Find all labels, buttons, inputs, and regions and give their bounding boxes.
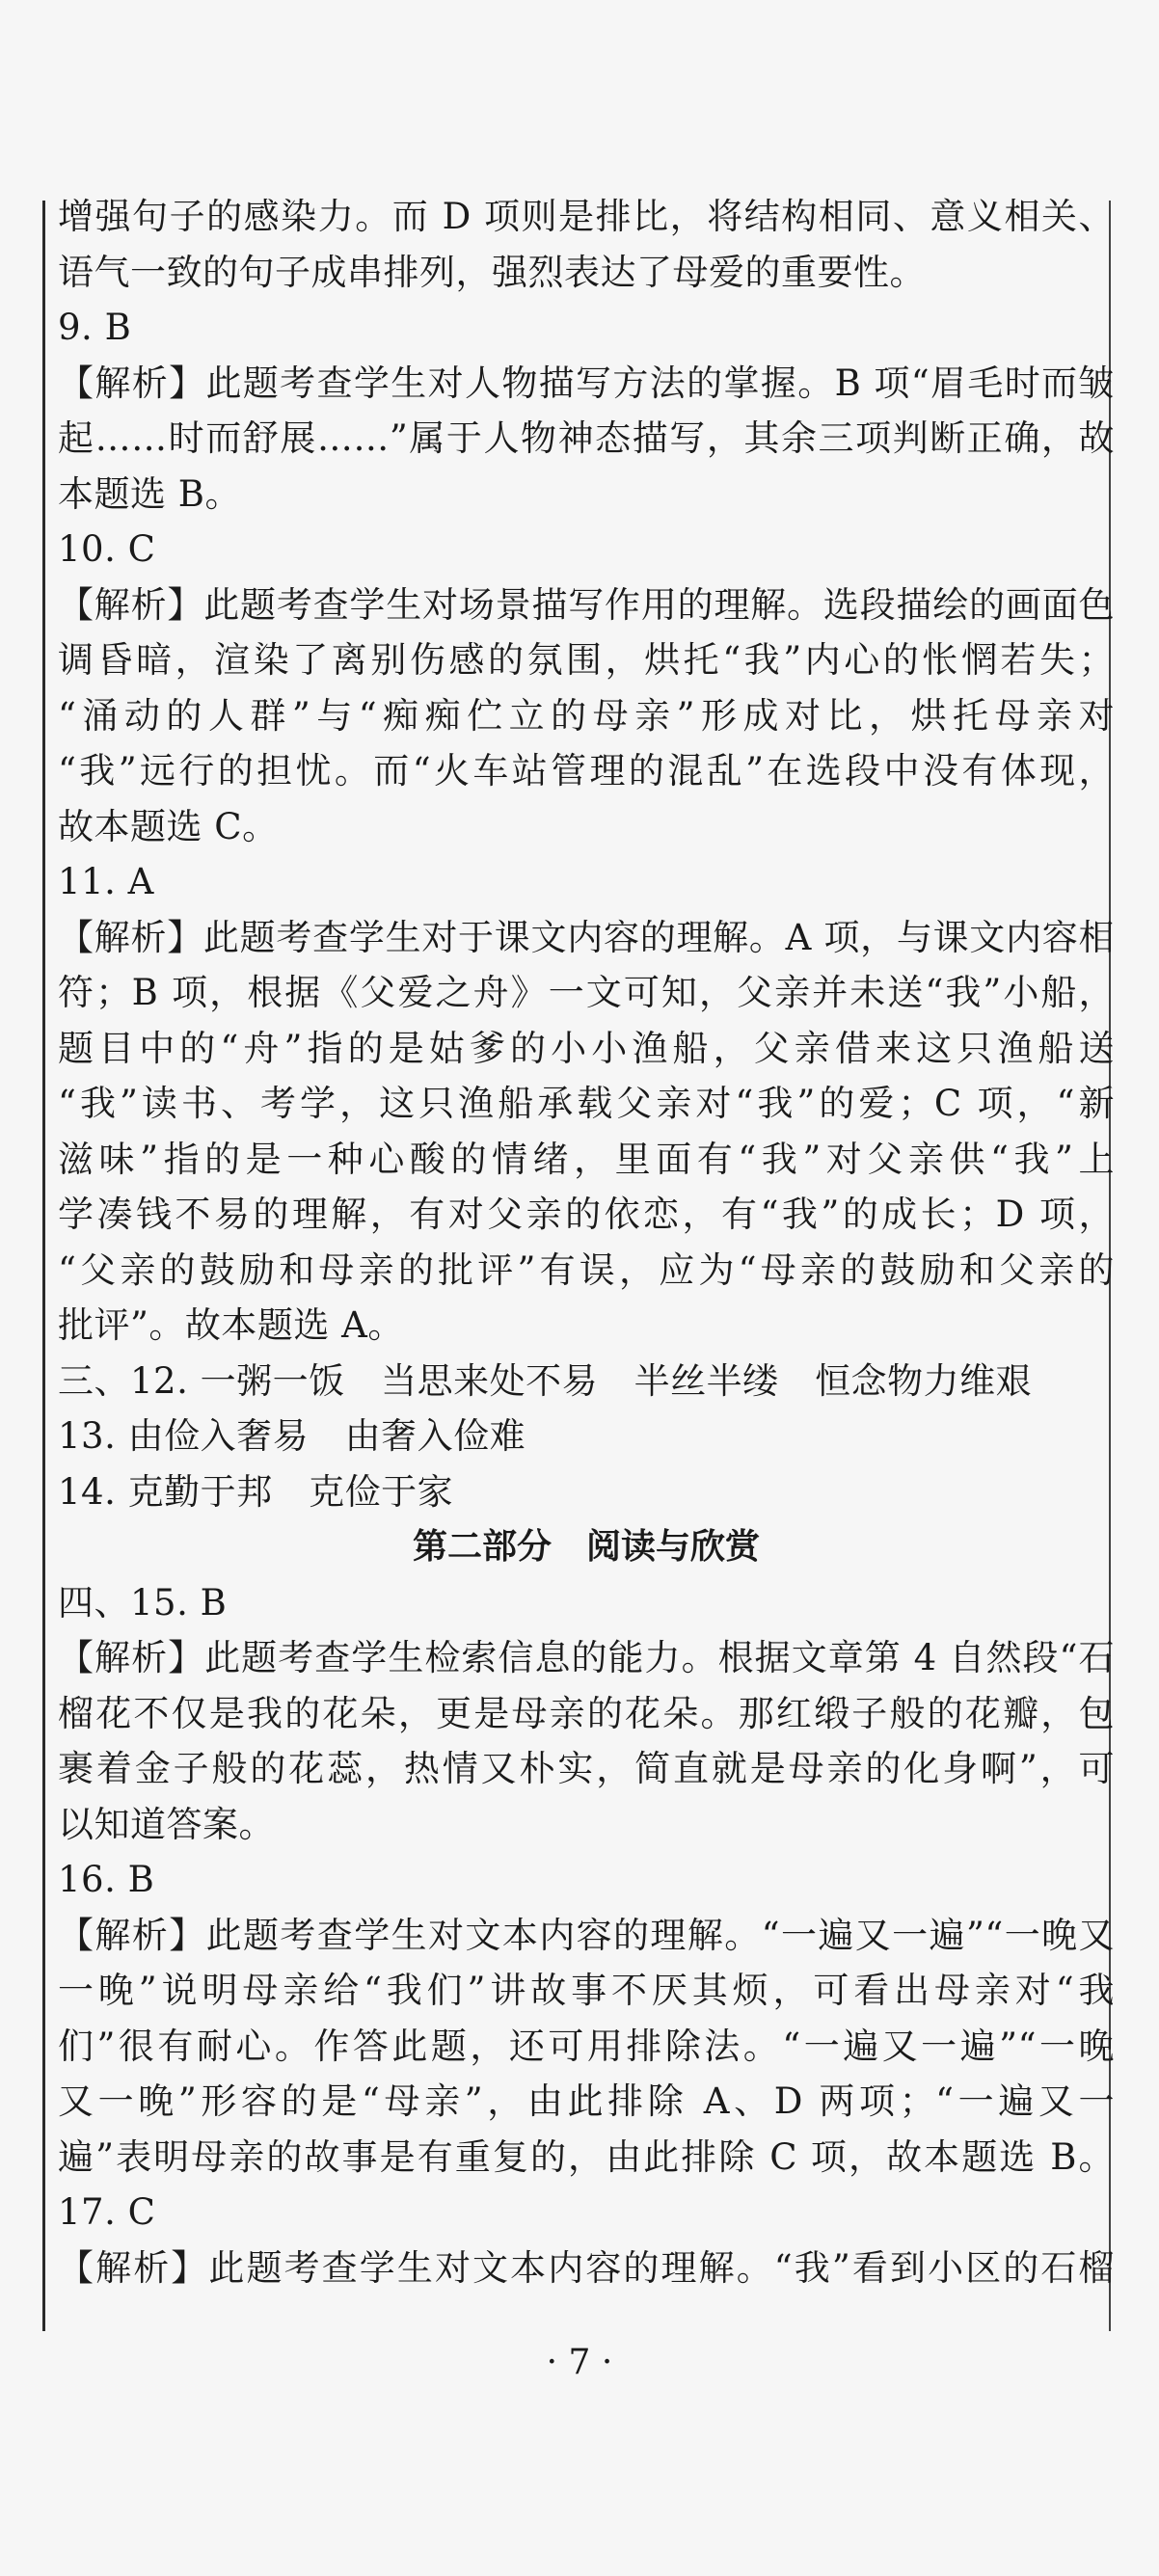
text-line: 遍”表明母亲的故事是有重复的，由此排除 C 项，故本题选 B。 bbox=[58, 2135, 1115, 2178]
text-line: 批评”。故本题选 A。 bbox=[58, 1304, 404, 1346]
text-line: 【解析】此题考查学生对文本内容的理解。“我”看到小区的石榴 bbox=[58, 2246, 1115, 2289]
text-line: 14. 克勤于邦 克俭于家 bbox=[58, 1470, 454, 1513]
text-line: 裹着金子般的花蕊，热情又朴实，简直就是母亲的化身啊”，可 bbox=[58, 1748, 1115, 1789]
text-line: 本题选 B。 bbox=[58, 472, 241, 515]
text-line: 【解析】此题考查学生对人物描写方法的掌握。B 项“眉毛时而皱 bbox=[58, 362, 1115, 404]
text-line: 题目中的“舟”指的是姑爹的小小渔船，父亲借来这只渔船送 bbox=[58, 1027, 1115, 1069]
text-line: 【解析】此题考查学生对于课文内容的理解。A 项，与课文内容相 bbox=[58, 916, 1115, 958]
text-line: 【解析】此题考查学生对文本内容的理解。“一遍又一遍”“一晚又 bbox=[58, 1914, 1115, 1956]
text-line: 符；B 项，根据《父爱之舟》一文可知，父亲并未送“我”小船， bbox=[58, 972, 1115, 1013]
text-line: 们”很有耐心。作答此题，还可用排除法。“一遍又一遍”“一晚 bbox=[58, 2025, 1115, 2067]
text-line: 【解析】此题考查学生检索信息的能力。根据文章第 4 自然段“石 bbox=[58, 1637, 1115, 1678]
text-line: 又一晚”形容的是“母亲”，由此排除 A、D 两项；“一遍又一 bbox=[58, 2080, 1115, 2122]
text-line: “涌动的人群”与“痴痴伫立的母亲”形成对比，烘托母亲对 bbox=[58, 694, 1115, 737]
text-line: 增强句子的感染力。而 D 项则是排比，将结构相同、意义相关、 bbox=[58, 196, 1115, 237]
text-line: “我”远行的担忧。而“火车站管理的混乱”在选段中没有体现， bbox=[58, 750, 1115, 792]
question-number: 16. B bbox=[58, 1859, 155, 1900]
text-line: 学凑钱不易的理解，有对父亲的依恋，有“我”的成长；D 项， bbox=[58, 1194, 1115, 1235]
question-number: 10. C bbox=[58, 528, 156, 570]
text-line: 13. 由俭入奢易 由奢入俭难 bbox=[58, 1415, 526, 1457]
question-number: 11. A bbox=[58, 861, 154, 902]
left-margin-rule bbox=[42, 201, 45, 2331]
text-line: 榴花不仅是我的花朵，更是母亲的花朵。那红缎子般的花瓣，包 bbox=[58, 1692, 1115, 1734]
text-line: 起……时而舒展……”属于人物神态描写，其余三项判断正确，故 bbox=[58, 417, 1115, 459]
text-line: 滋味”指的是一种心酸的情绪，里面有“我”对父亲供“我”上 bbox=[58, 1138, 1115, 1180]
text-line: 【解析】此题考查学生对场景描写作用的理解。选段描绘的画面色 bbox=[58, 583, 1115, 626]
text-line: 调昏暗，渲染了离别伤感的氛围，烘托“我”内心的怅惘若失； bbox=[58, 639, 1115, 681]
section-title: 第二部分 阅读与欣赏 bbox=[412, 1527, 760, 1567]
text-line: “我”读书、考学，这只渔船承载父亲对“我”的爱；C 项，“新 bbox=[58, 1083, 1115, 1124]
page-number: · 7 · bbox=[546, 2343, 613, 2382]
question-number: 四、15. B bbox=[58, 1581, 228, 1623]
answer-text-body bbox=[58, 189, 1115, 2295]
text-line: 故本题选 C。 bbox=[58, 805, 279, 847]
text-line: 语气一致的句子成串排列，强烈表达了母爱的重要性。 bbox=[58, 251, 926, 293]
question-number: 9. B bbox=[58, 307, 132, 348]
question-number: 17. C bbox=[58, 2191, 156, 2233]
text-line: 三、12. 一粥一饭 当思来处不易 半丝半缕 恒念物力维艰 bbox=[58, 1359, 1033, 1402]
text-line: “父亲的鼓励和母亲的批评”有误，应为“母亲的鼓励和父亲的 bbox=[58, 1248, 1115, 1291]
text-line: 一晚”说明母亲给“我们”讲故事不厌其烦，可看出母亲对“我 bbox=[58, 1970, 1115, 2011]
text-line: 以知道答案。 bbox=[58, 1803, 275, 1845]
